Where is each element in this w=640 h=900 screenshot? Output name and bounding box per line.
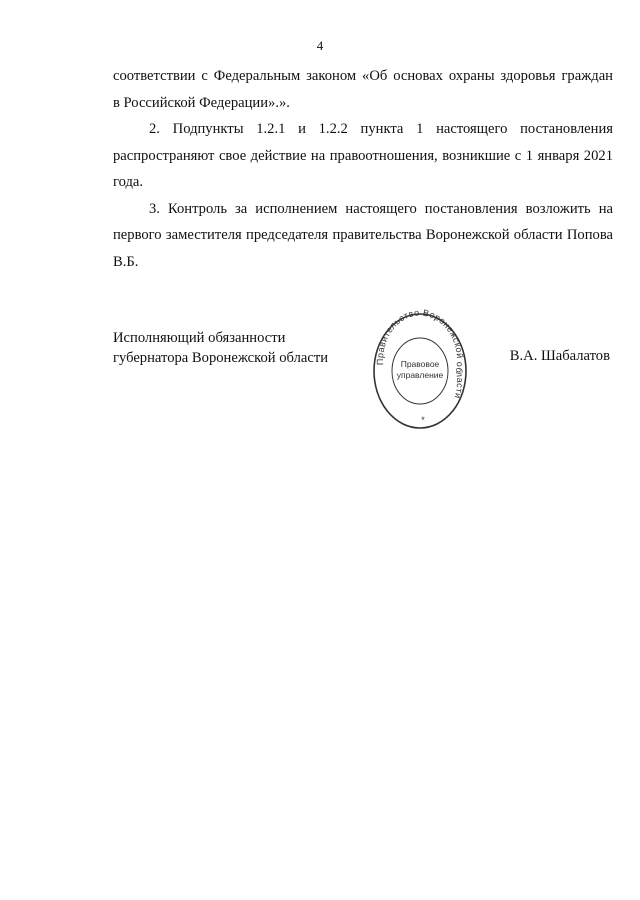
paragraph-1-line-2: в Российской Федерации».». xyxy=(113,94,290,111)
stamp-center-line-1: Правовое xyxy=(400,359,440,369)
page-number: 4 xyxy=(316,38,324,53)
signatory-name: В.А. Шабалатов xyxy=(509,348,610,364)
stamp-star: * xyxy=(421,415,425,425)
paragraph-2: 2. Подпункты 1.2.1 и 1.2.2 пункта 1 настоящего постановления распространяют свое действие на правоотношения, возникшие с 1 января 2021 года. xyxy=(113,121,613,190)
signatory-title-line-1: Исполняющий обязанности xyxy=(113,330,286,346)
paragraph-3: 3. Контроль за исполнением настоящего постановления возложить на первого заместителя председателя правительства Воронежской области Попова В.Б. xyxy=(113,200,613,270)
document-body xyxy=(113,63,613,275)
stamp-center-line-2: управление xyxy=(396,370,444,380)
svg-text:Правительство Воронежской обла xyxy=(375,308,465,400)
legal-department-stamp xyxy=(370,305,470,435)
signatory-title-line-2: губернатора Воронежской области xyxy=(113,350,329,366)
signatory-title xyxy=(113,328,328,368)
stamp-ring-text: Правительство Воронежской области xyxy=(374,307,466,400)
paragraph-1-line-1: соответствии с Федеральным законом «Об основах охраны здоровья граждан xyxy=(113,68,613,84)
